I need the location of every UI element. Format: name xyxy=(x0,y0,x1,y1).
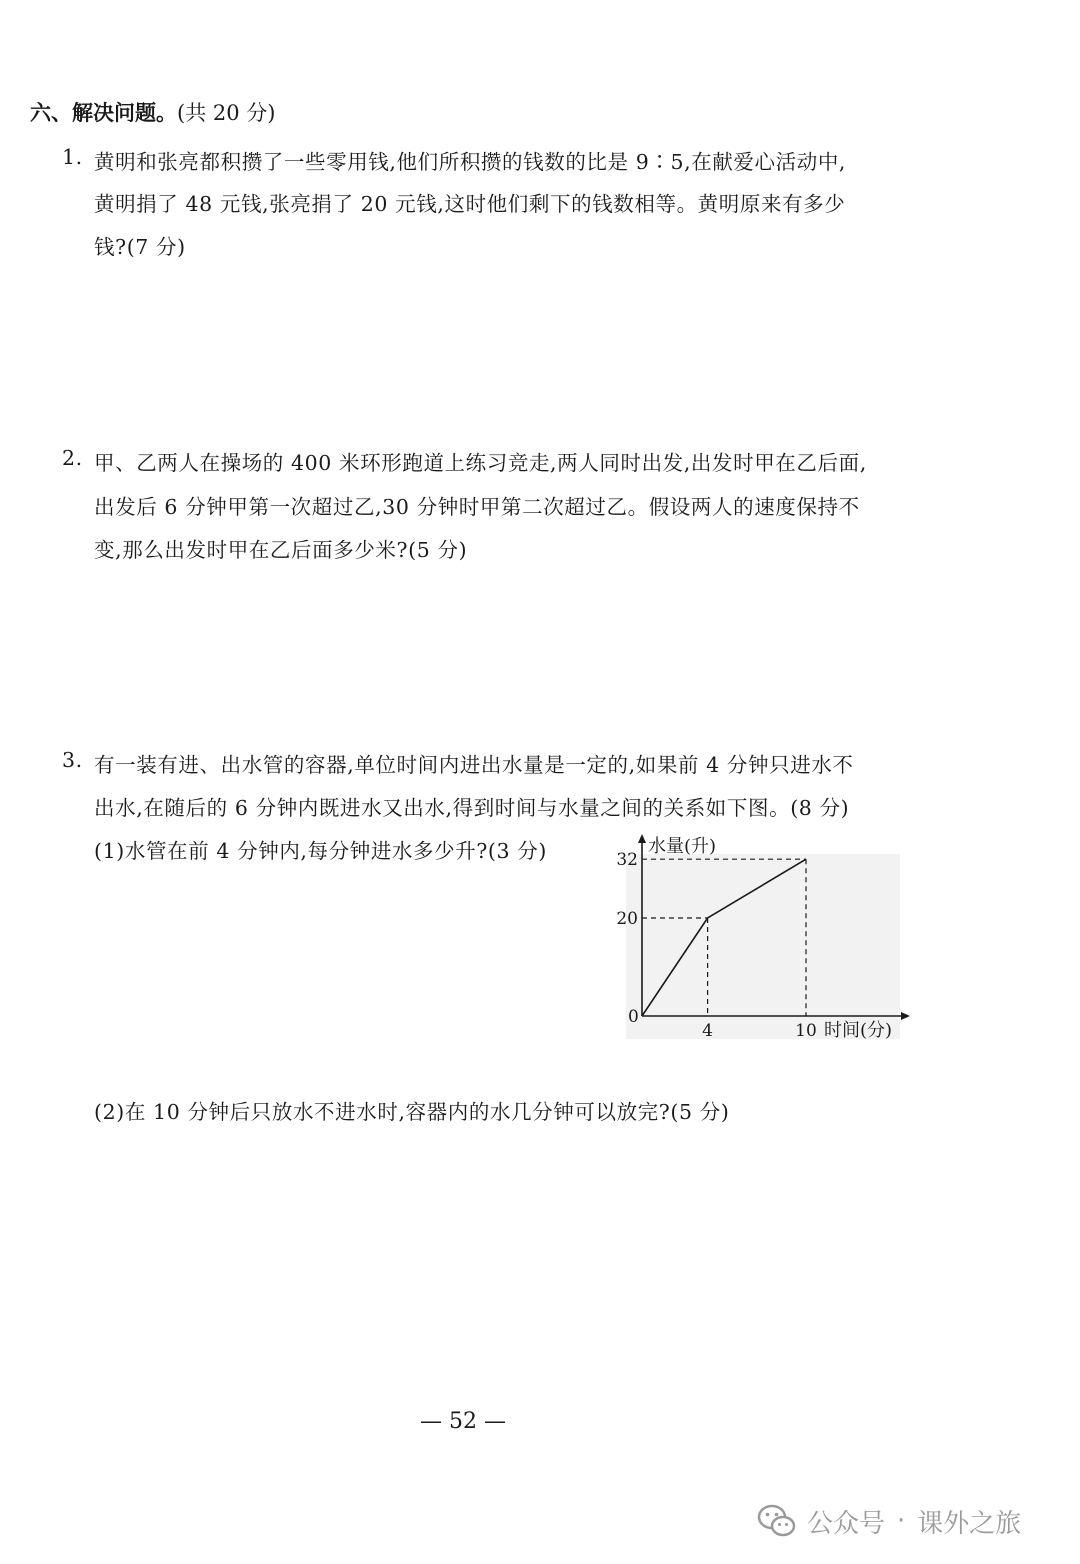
chart-background xyxy=(626,854,900,1039)
x-axis-label: 时间(分) xyxy=(824,1020,893,1041)
x-axis-arrow xyxy=(901,1012,910,1020)
water-volume-chart xyxy=(612,826,912,1048)
question-2-line-1: 甲、乙两人在操场的 400 米环形跑道上练习竞走,两人同时出发,出发时甲在乙后面, xyxy=(94,451,867,475)
question-3-number: 3. xyxy=(62,748,83,772)
watermark xyxy=(757,1501,1021,1541)
page-number: — 52 — xyxy=(420,1409,506,1434)
y-axis-label: 水量(升) xyxy=(648,836,717,857)
question-1-number: 1. xyxy=(62,145,83,169)
origin-label: 0 xyxy=(628,1007,639,1027)
question-3-sub-1: (1)水管在前 4 分钟内,每分钟进水多少升?(3 分) xyxy=(94,839,547,863)
question-3-line-2: 出水,在随后的 6 分钟内既进水又出水,得到时间与水量之间的关系如下图。(8 分) xyxy=(94,796,850,820)
question-1-line-3: 钱?(7 分) xyxy=(94,235,186,259)
y-tick-label-32: 32 xyxy=(616,850,638,871)
wechat-icon xyxy=(757,1503,797,1539)
section-points: (共 20 分) xyxy=(177,101,276,125)
watermark-name: 课外之旅 xyxy=(917,1508,1022,1539)
question-1-line-1: 黄明和张亮都积攒了一些零用钱,他们所积攒的钱数的比是 9∶5,在献爱心活动中, xyxy=(94,150,847,174)
watermark-separator: · xyxy=(897,1506,906,1536)
section-title xyxy=(30,97,275,127)
question-3-sub-2: (2)在 10 分钟后只放水不进水时,容器内的水几分钟可以放完?(5 分) xyxy=(94,1100,730,1124)
y-tick-label-20: 20 xyxy=(616,909,638,929)
y-axis-arrow xyxy=(638,834,646,843)
question-3-line-1: 有一装有进、出水管的容器,单位时间内进出水量是一定的,如果前 4 分钟只进水不 xyxy=(94,753,854,777)
question-1-line-2: 黄明捐了 48 元钱,张亮捐了 20 元钱,这时他们剩下的钱数相等。黄明原来有多少 xyxy=(94,192,846,216)
question-2-line-2: 出发后 6 分钟甲第一次超过乙,30 分钟时甲第二次超过乙。假设两人的速度保持不 xyxy=(94,495,860,519)
section-title-text: 六、解决问题。 xyxy=(30,100,177,125)
question-2-number: 2. xyxy=(62,446,83,470)
x-tick-label-4: 4 xyxy=(702,1021,714,1041)
watermark-account-label: 公众号 xyxy=(807,1508,886,1539)
x-tick-label-10: 10 xyxy=(795,1021,817,1041)
question-2-line-3: 变,那么出发时甲在乙后面多少米?(5 分) xyxy=(94,538,468,562)
